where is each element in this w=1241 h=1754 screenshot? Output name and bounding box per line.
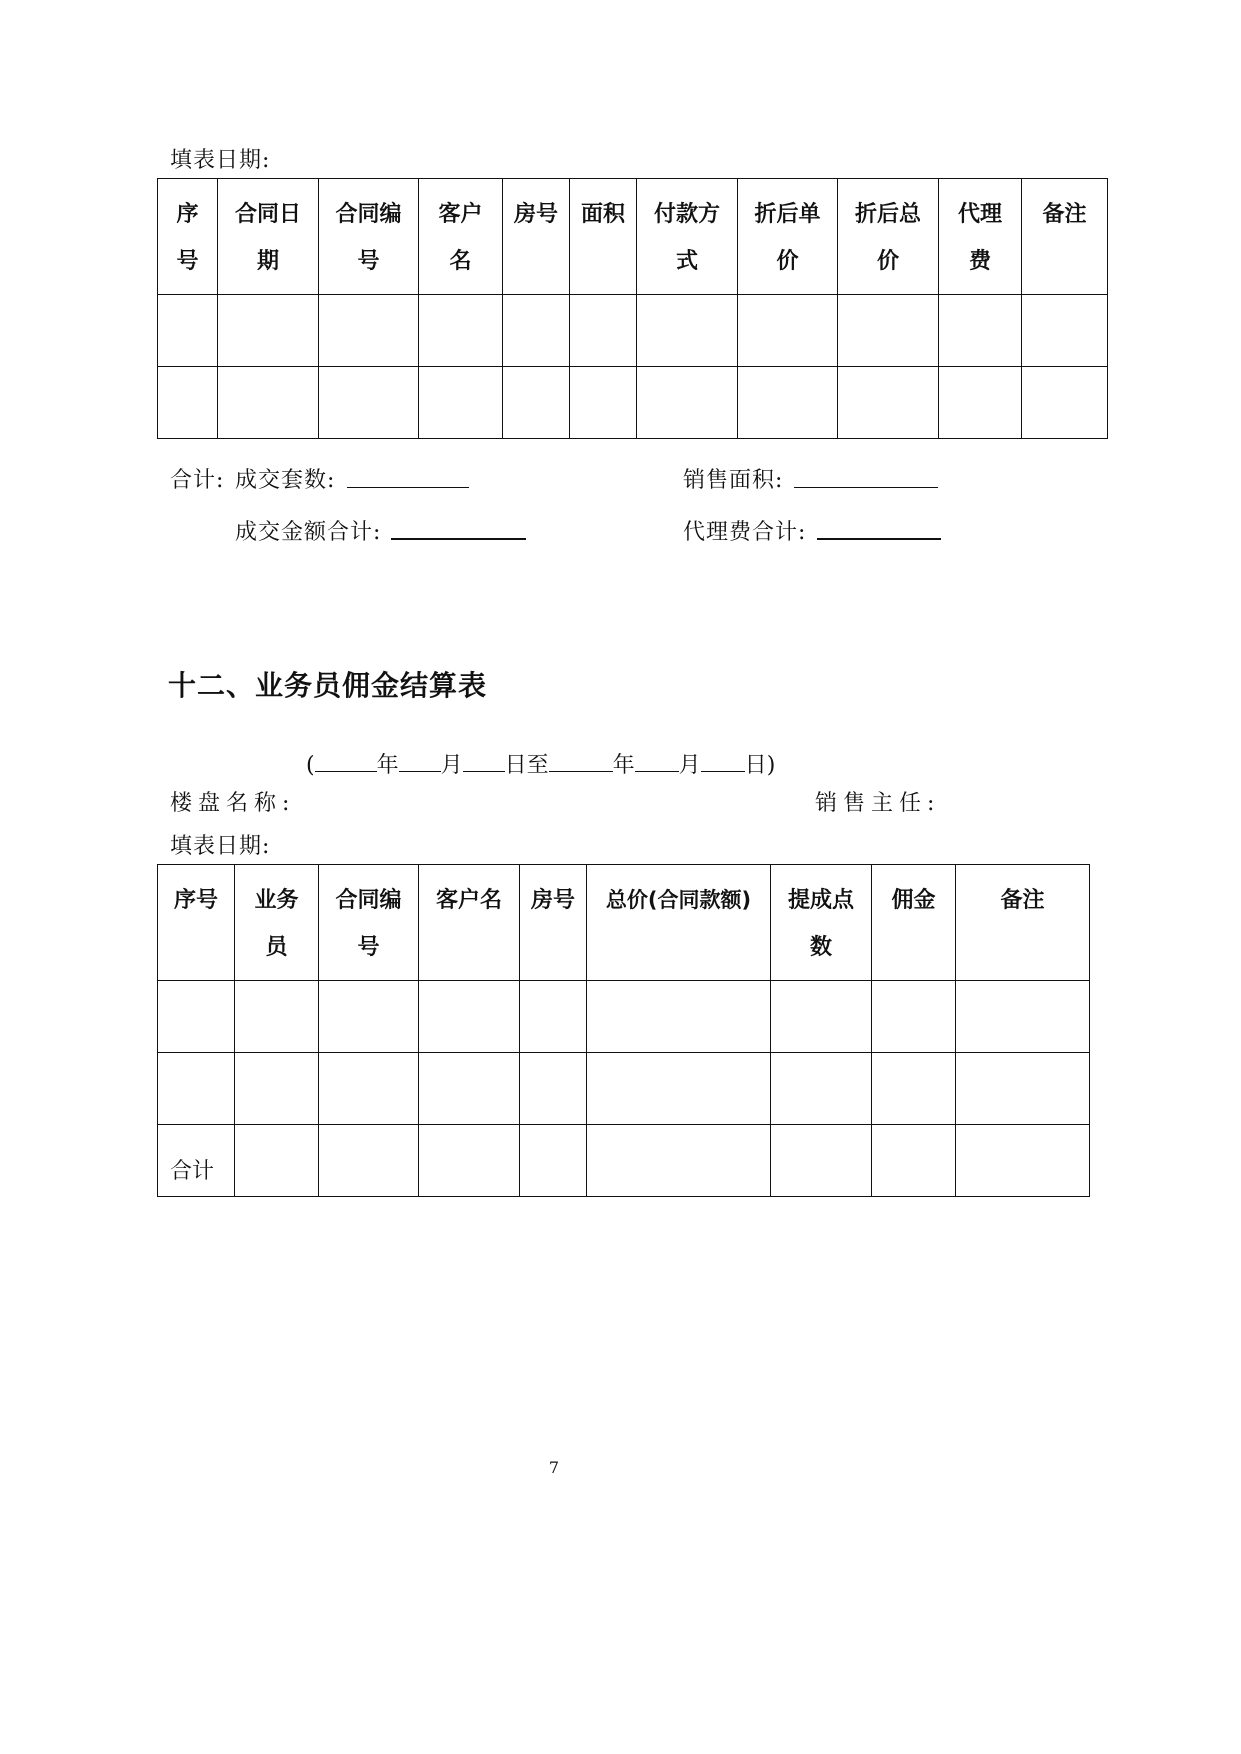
table-row	[158, 1053, 1090, 1125]
header-cell: 付款方 式	[637, 179, 738, 295]
section-title: 十二、业务员佣金结算表	[168, 669, 488, 702]
header-cell: 合同编 号	[319, 179, 419, 295]
table-row	[158, 295, 1108, 367]
table-cell[interactable]	[158, 367, 218, 439]
table-cell[interactable]	[956, 1053, 1090, 1125]
table-cell[interactable]	[319, 295, 419, 367]
deal-amount-field[interactable]	[391, 538, 526, 540]
table-cell[interactable]	[872, 981, 956, 1053]
table-row	[158, 981, 1090, 1053]
agency-fee-total-label: 代理费合计:	[683, 520, 807, 545]
table-cell[interactable]	[419, 295, 503, 367]
header-cell: 折后单 价	[738, 179, 838, 295]
table-cell[interactable]	[235, 981, 319, 1053]
table-cell[interactable]	[158, 295, 218, 367]
header-cell: 客户 名	[419, 179, 503, 295]
table-cell[interactable]	[838, 295, 939, 367]
table-cell[interactable]	[520, 1053, 587, 1125]
header-cell: 业务 员	[235, 865, 319, 981]
table-cell[interactable]	[158, 981, 235, 1053]
table-cell[interactable]	[1022, 367, 1108, 439]
table-cell[interactable]	[771, 1053, 872, 1125]
table-cell[interactable]	[587, 1053, 771, 1125]
table-cell[interactable]	[771, 981, 872, 1053]
end-month-field[interactable]	[635, 751, 679, 772]
table-cell[interactable]	[637, 367, 738, 439]
table-cell[interactable]	[1022, 295, 1108, 367]
header-cell: 房号	[503, 179, 570, 295]
total-row-label: 合计	[158, 1125, 235, 1197]
header-cell: 备注	[956, 865, 1090, 981]
table-cell[interactable]	[738, 295, 838, 367]
start-year-field[interactable]	[315, 751, 377, 772]
header-cell: 佣金	[872, 865, 956, 981]
table-cell[interactable]	[319, 1053, 419, 1125]
commission-table	[157, 864, 1090, 1197]
header-cell: 序 号	[158, 179, 218, 295]
table-cell[interactable]	[956, 981, 1090, 1053]
table-cell[interactable]	[419, 367, 503, 439]
deal-count-field[interactable]	[347, 487, 469, 488]
table-row	[158, 367, 1108, 439]
table-cell[interactable]	[939, 367, 1022, 439]
table-cell[interactable]	[838, 367, 939, 439]
table-cell[interactable]	[503, 295, 570, 367]
page-number: 7	[548, 1458, 560, 1477]
start-month-field[interactable]	[399, 751, 441, 772]
table-cell[interactable]	[319, 1125, 419, 1197]
table-cell[interactable]	[319, 367, 419, 439]
table-cell[interactable]	[218, 295, 319, 367]
deal-count-label: 成交套数:	[235, 468, 336, 493]
table-cell[interactable]	[158, 1053, 235, 1125]
date-range-line: ( 年 月 日至 年 月 日)	[306, 753, 776, 778]
table-cell[interactable]	[587, 1125, 771, 1197]
table-cell[interactable]	[520, 981, 587, 1053]
agency-fee-total-field[interactable]	[817, 538, 941, 540]
table-cell[interactable]	[956, 1125, 1090, 1197]
sales-area-label: 销售面积:	[683, 468, 784, 493]
fill-date-label-2: 填表日期:	[170, 834, 271, 859]
project-name-label: 楼盘名称:	[170, 791, 296, 816]
table-header-row	[158, 179, 1108, 295]
header-cell: 总价(合同款额)	[587, 865, 771, 981]
end-day-field[interactable]	[701, 751, 745, 772]
header-cell: 面积	[570, 179, 637, 295]
end-year-field[interactable]	[549, 751, 613, 772]
table-cell[interactable]	[520, 1125, 587, 1197]
sales-area-field[interactable]	[794, 487, 938, 488]
table-cell[interactable]	[872, 1125, 956, 1197]
table-cell[interactable]	[570, 295, 637, 367]
table-header-row	[158, 865, 1090, 981]
table-cell[interactable]	[872, 1053, 956, 1125]
table-cell[interactable]	[570, 367, 637, 439]
table-cell[interactable]	[319, 981, 419, 1053]
table-cell[interactable]	[419, 1053, 520, 1125]
summary-total-label: 合计:	[170, 468, 225, 493]
table-cell[interactable]	[235, 1053, 319, 1125]
header-cell: 提成点 数	[771, 865, 872, 981]
sales-table	[157, 178, 1108, 439]
table-cell[interactable]	[771, 1125, 872, 1197]
header-cell: 代理 费	[939, 179, 1022, 295]
deal-amount-label: 成交金额合计:	[235, 520, 382, 545]
table-cell[interactable]	[939, 295, 1022, 367]
header-cell: 合同日 期	[218, 179, 319, 295]
table-cell[interactable]	[218, 367, 319, 439]
table-cell[interactable]	[738, 367, 838, 439]
fill-date-label-1: 填表日期:	[170, 148, 271, 173]
header-cell: 合同编 号	[319, 865, 419, 981]
table-cell[interactable]	[503, 367, 570, 439]
table-cell[interactable]	[637, 295, 738, 367]
table-cell[interactable]	[235, 1125, 319, 1197]
header-cell: 序号	[158, 865, 235, 981]
header-cell: 备注	[1022, 179, 1108, 295]
table-cell[interactable]	[587, 981, 771, 1053]
header-cell: 折后总 价	[838, 179, 939, 295]
table-cell[interactable]	[419, 1125, 520, 1197]
sales-director-label: 销售主任:	[815, 791, 941, 816]
start-day-field[interactable]	[463, 751, 505, 772]
table-cell[interactable]	[419, 981, 520, 1053]
header-cell: 房号	[520, 865, 587, 981]
header-cell: 客户名	[419, 865, 520, 981]
table-total-row	[158, 1125, 1090, 1197]
